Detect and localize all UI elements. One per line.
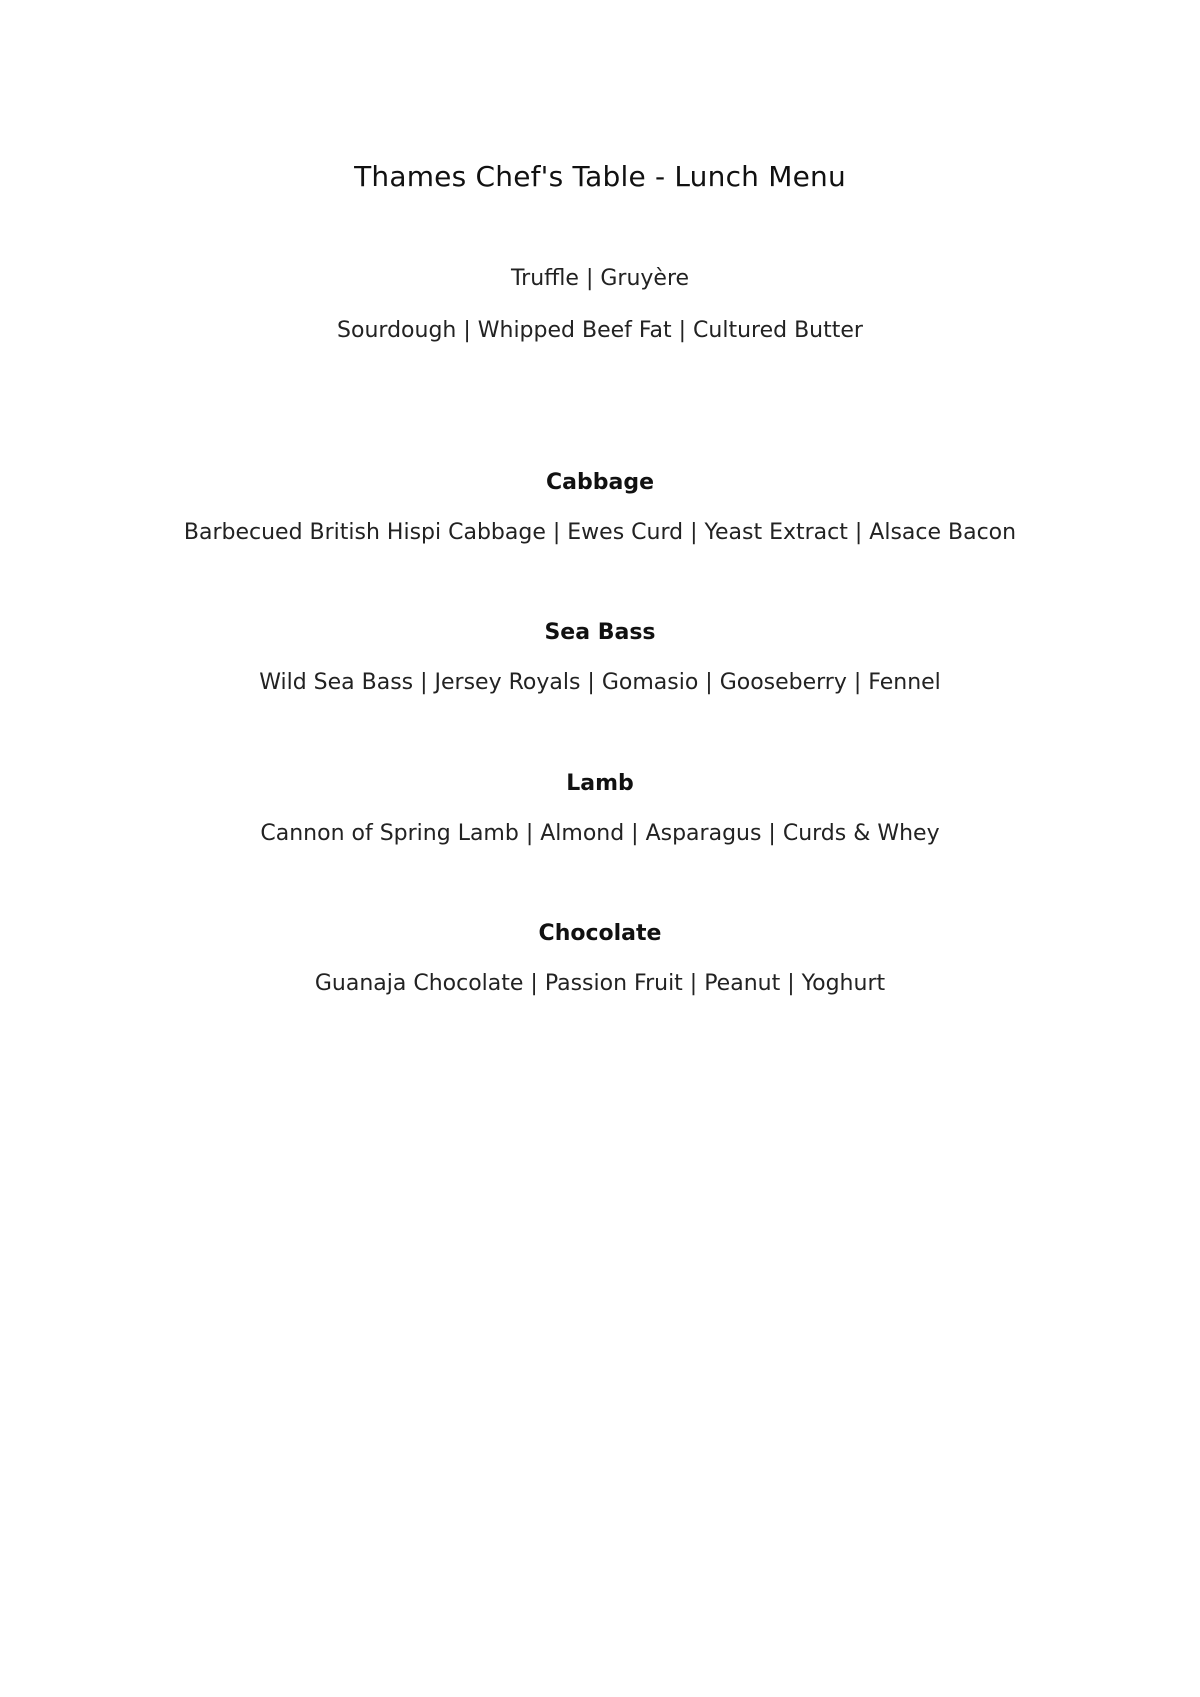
course-name-sea-bass: Sea Bass: [544, 620, 656, 645]
course-name-cabbage: Cabbage: [545, 470, 654, 495]
course-description-cabbage: Barbecued British Hispi Cabbage | Ewes Curd | Yeast Extract | Alsace Bacon: [183, 520, 1017, 545]
snack-line: Truffle | Gruyère: [510, 266, 690, 291]
course-description-chocolate: Guanaja Chocolate | Passion Fruit | Peanut | Yoghurt: [314, 971, 886, 996]
course-name-chocolate: Chocolate: [538, 921, 662, 946]
bread-line: Sourdough | Whipped Beef Fat | Cultured Butter: [337, 318, 863, 343]
course-description-sea-bass: Wild Sea Bass | Jersey Royals | Gomasio | Gooseberry | Fennel: [259, 670, 941, 695]
course-description-lamb: Cannon of Spring Lamb | Almond | Asparagus | Curds & Whey: [260, 821, 940, 846]
menu-title: Thames Chef's Table - Lunch Menu: [354, 160, 846, 193]
course-name-lamb: Lamb: [566, 771, 634, 796]
